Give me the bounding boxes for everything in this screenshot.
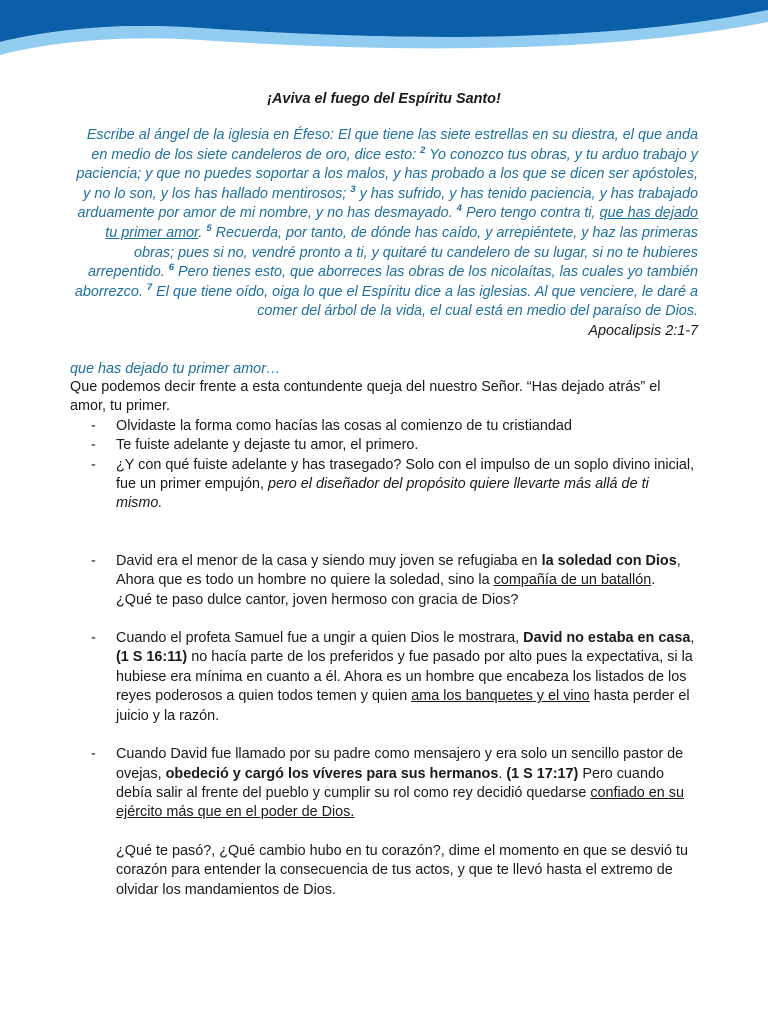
point-list <box>70 417 698 514</box>
scripture-passage <box>70 126 698 342</box>
verse-4: Pero tengo contra ti, <box>461 205 600 222</box>
underlined-text: confiado en su ejército más que en el poder de Dios. <box>116 784 684 821</box>
list-item <box>70 745 698 823</box>
text: , Ahora que es todo un hombre no quiere la soledad, sino la <box>116 552 681 589</box>
body-content <box>70 378 698 900</box>
text: . <box>498 765 507 782</box>
verse-4-end: . <box>198 224 203 241</box>
verse-2: Yo conozco tus obras, y tu arduo trabajo y paciencia; y que no puedes soportar a los malos, y has probado a los que se dicen ser apóstoles, y no lo son, y los has hallado mentirosos; <box>76 146 698 202</box>
verse-number: 3 <box>350 183 356 195</box>
intro-paragraph: Que podemos decir frente a esta contundente queja del nuestro Señor. “Has dejado atrás” el amor, tu primer. <box>70 379 661 415</box>
text: Pero cuando debía salir al frente del pueblo y cumplir su rol como rey decidió quedarse <box>116 765 664 801</box>
text: no hacía parte de los preferidos y fue pasado por alto pues la expectativa, si la hubiese era mínima en cuanto a él. Ahora es un hombre que encabeza los listados de los reyes poderosos a quien todos temen y quien <box>116 649 693 705</box>
text: Cuando David fue llamado por su padre como mensajero y era solo un sencillo pastor de ovejas, <box>116 746 684 782</box>
verse-number: 5 <box>206 223 212 235</box>
bible-reference: (1 S 16:11) <box>116 649 188 666</box>
bible-reference: (1 S 17:17) <box>506 765 579 782</box>
list-item <box>70 552 698 610</box>
list-item <box>70 456 698 514</box>
verse-4-underlined: que has dejado tu primer amor <box>105 205 698 241</box>
closing-paragraph: ¿Qué te pasó?, ¿Qué cambio hubo en tu corazón?, dime el momento en que se desvió tu corazón para entender la consecuencia de tus actos, y que te llevó hasta el extremo de olvidar los mandamientos de Dios. <box>116 842 688 898</box>
text: David era el menor de la casa y siendo muy joven se refugiaba en <box>116 552 542 569</box>
verse-5: Recuerda, por tanto, de dónde has caído, y arrepiéntete, y haz las primeras obras; pues si no, vendré pronto a ti, y quitaré tu candelero de su lugar, si no te hubieres arrepentido. <box>87 224 698 281</box>
underlined-text: compañía de un batallón <box>493 572 652 589</box>
verse-number: 7 <box>146 281 153 293</box>
verse-1: Escribe al ángel de la iglesia en Éfeso: El que tiene las siete estrellas en su diestra, el que anda en medio de los siete candeleros de oro, dice esto: <box>86 127 698 163</box>
bold-text: obedeció y cargó los víveres para sus hermanos <box>165 765 499 782</box>
list-item: - Te fuiste adelante y dejaste tu amor, el primero. <box>70 436 698 455</box>
verse-number: 2 <box>420 144 426 156</box>
text: , <box>690 630 695 647</box>
section-subtitle: que has dejado tu primer amor… <box>70 361 281 377</box>
list-item <box>70 629 698 726</box>
header-wave-decoration <box>0 0 768 80</box>
verse-3: y has sufrido, y has tenido paciencia, y has trabajado arduamente por amor de mi nombre, y no has desmayado. <box>77 185 698 222</box>
verse-number: 6 <box>168 262 175 274</box>
list-item-text: ¿Y con qué fuiste adelante y has trasegado? Solo con el impulso de un soplo divino inicial, fue un primer empujón, <box>116 456 695 493</box>
david-list <box>70 552 698 610</box>
text: Cuando el profeta Samuel fue a ungir a quien Dios le mostrara, <box>116 630 524 647</box>
document-title: ¡Aviva el fuego del Espíritu Santo! <box>267 91 501 107</box>
list-item: - Olvidaste la forma como hacías las cosas al comienzo de tu cristiandad <box>70 417 698 436</box>
list-item-italic: pero el diseñador del propósito quiere llevarte más allá de ti mismo. <box>116 476 649 512</box>
verse-7: El que tiene oído, oiga lo que el Espíritu dice a las iglesias. Al que venciere, le daré a comer del árbol de la vida, el cual está en medio del paraíso de Dios. <box>152 283 698 320</box>
question-text: ¿Qué te paso dulce cantor, joven hermoso con gracia de Dios? <box>116 591 519 608</box>
bold-text: David no estaba en casa <box>523 630 691 647</box>
david-list-2 <box>70 629 698 726</box>
text: hasta perder el juicio y la razón. <box>116 688 690 724</box>
verse-6: Pero tienes esto, que aborreces las obras de los nicolaítas, las cuales yo también aborrezco. <box>74 264 698 300</box>
verse-number: 4 <box>456 203 462 215</box>
bold-text: la soledad con Dios <box>541 552 677 569</box>
underlined-text: ama los banquetes y el vino <box>411 688 590 705</box>
text: . <box>651 572 656 589</box>
scripture-reference: Apocalipsis 2:1-7 <box>588 322 698 339</box>
david-list-3 <box>70 745 698 823</box>
